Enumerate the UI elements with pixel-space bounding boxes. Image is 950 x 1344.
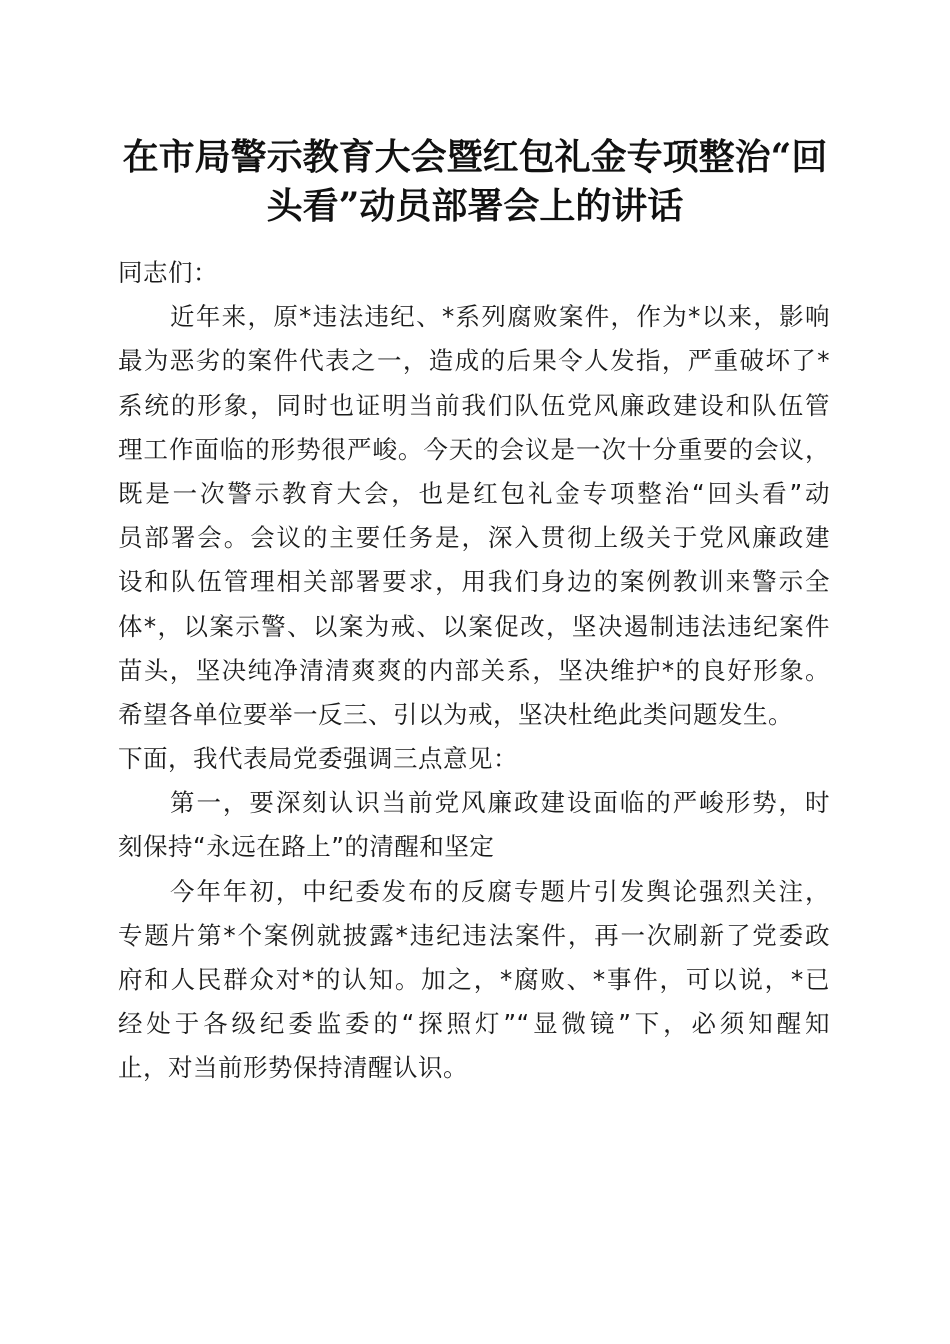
text-line: 近年来，原*违法违纪、*系列腐败案件，作为*以来，影响 — [170, 302, 830, 332]
salutation: 同志们： — [118, 258, 218, 287]
heading-line: 刻保持“永远在路上”的清醒和坚定 — [118, 832, 495, 862]
text-line: 专题片第*个案例就披露*违纪违法案件，再一次刷新了党委政 — [118, 920, 830, 950]
text-line: 既是一次警示教育大会，也是红包礼金专项整治“回头看”动 — [118, 478, 830, 508]
heading-line: 第一，要深刻认识当前党风廉政建设面临的严峻形势，时 — [170, 788, 830, 818]
text-line: 希望各单位要举一反三、引以为戒，坚决杜绝此类问题发生。 — [118, 699, 793, 729]
text-line: 止，对当前形势保持清醒认识。 — [118, 1053, 468, 1083]
text-line: 体*，以案示警、以案为戒、以案促改，坚决遏制违法违纪案件 — [118, 611, 830, 641]
section-heading-first — [118, 781, 830, 869]
document-title — [105, 133, 845, 231]
text-line: 苗头，坚决纯净清清爽爽的内部关系，坚决维护*的良好形象。 — [118, 655, 830, 685]
title-line-1: 在市局警示教育大会暨红包礼金专项整治“回 — [122, 136, 828, 178]
text-line: 府和人民群众对*的认知。加之，*腐败、*事件，可以说，*已 — [118, 965, 830, 994]
paragraph-intro — [118, 295, 830, 781]
text-line: 经处于各级纪委监委的“探照灯”“显微镜”下，必须知醒知 — [118, 1009, 830, 1039]
title-line-2: 头看”动员部署会上的讲话 — [266, 185, 684, 227]
text-line: 系统的形象，同时也证明当前我们队伍党风廉政建设和队伍管 — [118, 390, 830, 420]
text-line: 下面，我代表局党委强调三点意见： — [118, 744, 518, 774]
text-line: 员部署会。会议的主要任务是，深入贯彻上级关于党风廉政建 — [118, 523, 830, 553]
document-body — [118, 251, 830, 1091]
text-line: 最为恶劣的案件代表之一，造成的后果令人发指，严重破坏了* — [118, 346, 830, 376]
paragraph-first-section — [118, 870, 830, 1091]
text-line: 今年年初，中纪委发布的反腐专题片引发舆论强烈关注， — [170, 876, 830, 906]
text-line: 设和队伍管理相关部署要求，用我们身边的案例教训来警示全 — [118, 567, 830, 597]
text-line: 理工作面临的形势很严峻。今天的会议是一次十分重要的会议， — [118, 434, 830, 464]
